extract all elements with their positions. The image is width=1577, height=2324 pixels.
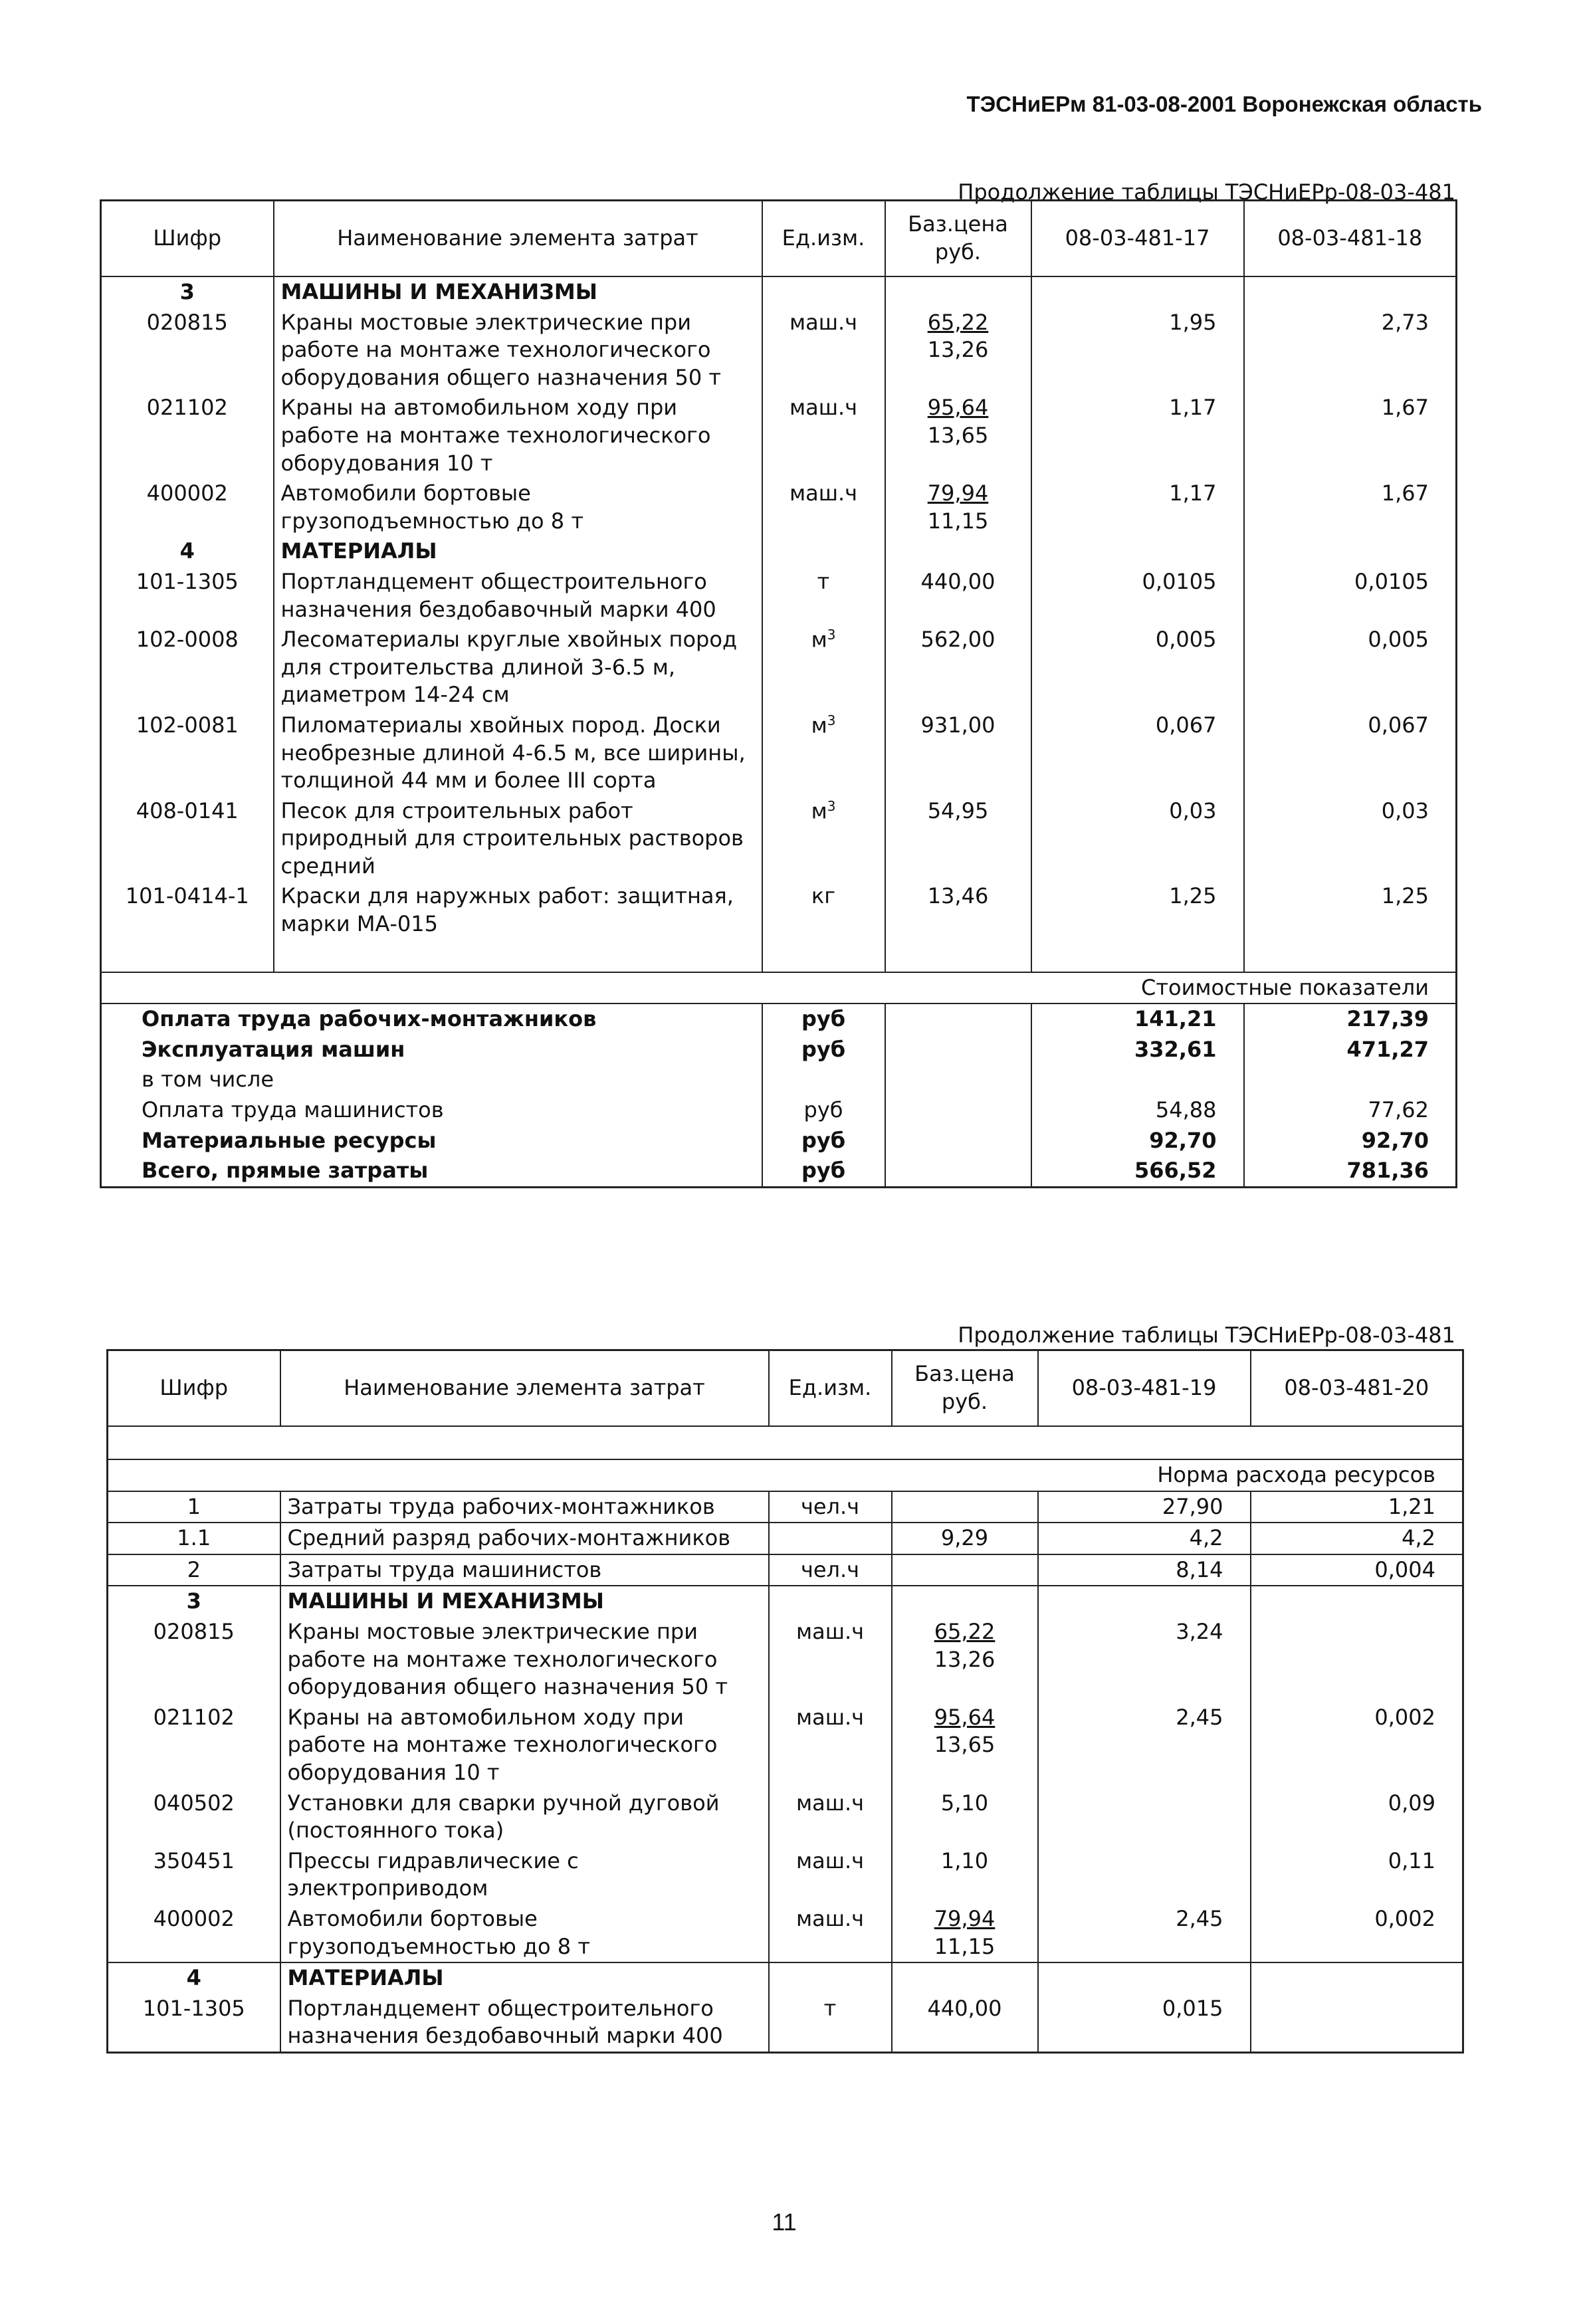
summary-label: Всего, прямые затраты xyxy=(101,1156,762,1187)
cell-norm-1: 27,90 xyxy=(1038,1491,1251,1523)
cell-norm-1: 1,25 xyxy=(1031,881,1244,939)
cell-price xyxy=(892,1703,1038,1788)
price-wage-value: 13,26 xyxy=(934,1646,996,1672)
price-value: 440,00 xyxy=(927,1995,1002,2021)
cell-name: Краны на автомобильном ходу при работе на монтаже технологического оборудования 10 т xyxy=(280,1703,769,1788)
price-wage-value: 11,15 xyxy=(934,1933,996,1959)
cell-price xyxy=(885,536,1031,567)
table-row xyxy=(108,1617,1463,1703)
cell-norm-1: 1,17 xyxy=(1031,393,1244,478)
cell-norm-2: 0,002 xyxy=(1374,1704,1435,1730)
price-value: 95,64 xyxy=(927,395,989,421)
price-value: 931,00 xyxy=(920,712,996,738)
cell-price xyxy=(892,1994,1038,2053)
cell-price xyxy=(892,1846,1038,1904)
cell-name: Лесоматериалы круглые хвойных пород для строительства длиной 3-6.5 м, диаметром 14-24 см xyxy=(274,625,762,710)
summary-value-1: 92,70 xyxy=(1031,1126,1244,1156)
page-number: 11 xyxy=(772,2208,797,2236)
cell-norm-1: 3,24 xyxy=(1038,1617,1251,1703)
cell-unit xyxy=(769,1962,892,1994)
unit-text: м xyxy=(811,798,827,824)
cell-norm-2 xyxy=(1244,276,1457,308)
summary-unit xyxy=(762,1065,885,1095)
cell-unit xyxy=(762,881,885,939)
table2-caption: Продолжение таблицы ТЭСНиЕРр-08-03-481 xyxy=(958,1322,1455,1348)
summary-value-1 xyxy=(1031,1065,1244,1095)
cell-code: 1 xyxy=(108,1491,280,1523)
cell-price xyxy=(885,796,1031,882)
col-header-norm-2: 08-03-481-20 xyxy=(1251,1350,1463,1427)
cell-norm-1: 1,17 xyxy=(1031,478,1244,536)
table-row xyxy=(101,478,1457,536)
spacer-cell xyxy=(762,940,885,972)
cell-name: МАШИНЫ И МЕХАНИЗМЫ xyxy=(280,1586,769,1617)
cell-norm-2 xyxy=(1251,1962,1463,1994)
summary-price-empty xyxy=(885,1065,1031,1095)
cell-norm-1 xyxy=(1038,1586,1251,1617)
cell-norm-2: 1,21 xyxy=(1251,1491,1463,1523)
cell-price xyxy=(892,1788,1038,1846)
table-row xyxy=(101,393,1457,478)
table-row xyxy=(101,796,1457,882)
cell-price xyxy=(885,308,1031,393)
cell-price xyxy=(892,1554,1038,1586)
cell-norm-1: 1,95 xyxy=(1031,308,1244,393)
cell-code: 101-0414-1 xyxy=(125,883,249,909)
table-row xyxy=(101,276,1457,308)
col-header-code: Шифр xyxy=(101,201,274,277)
cell-unit xyxy=(769,1994,892,2053)
cell-norm-2: 0,002 xyxy=(1251,1904,1463,1962)
norm-table-2 xyxy=(106,1349,1464,2054)
cell-unit xyxy=(769,1617,892,1703)
summary-row xyxy=(101,1156,1457,1187)
summary-price-empty xyxy=(885,1126,1031,1156)
col-header-name: Наименование элемента затрат xyxy=(280,1350,769,1427)
cell-name: МАТЕРИАЛЫ xyxy=(280,1962,769,1994)
cell-name: Средний разряд рабочих-монтажников xyxy=(280,1523,769,1554)
cell-code: 102-0008 xyxy=(136,627,239,653)
unit-text: маш.ч xyxy=(789,480,858,506)
table-row xyxy=(108,1703,1463,1788)
cell-code: 020815 xyxy=(146,309,228,335)
cell-norm-1: 0,067 xyxy=(1031,710,1244,796)
cell-unit xyxy=(762,796,885,882)
col-header-norm-2: 08-03-481-18 xyxy=(1244,201,1457,277)
unit-text: маш.ч xyxy=(795,1905,865,1931)
table-row xyxy=(101,710,1457,796)
table-header-row xyxy=(101,201,1457,277)
summary-row xyxy=(101,1126,1457,1156)
spacer-cell xyxy=(1244,940,1457,972)
summary-value-1: 566,52 xyxy=(1031,1156,1244,1187)
cell-unit xyxy=(762,276,885,308)
cell-unit xyxy=(769,1846,892,1904)
cell-unit xyxy=(762,625,885,710)
price-value: 65,22 xyxy=(934,1618,996,1644)
summary-row xyxy=(101,1004,1457,1035)
summary-unit: руб xyxy=(801,1036,846,1062)
table-row xyxy=(108,1962,1463,1994)
cell-code: 400002 xyxy=(108,1904,280,1962)
spacer-cell xyxy=(108,1426,280,1459)
price-wage-value: 13,65 xyxy=(934,1732,996,1758)
cell-unit xyxy=(769,1788,892,1846)
table-row xyxy=(108,1994,1463,2053)
col-header-norm-1: 08-03-481-17 xyxy=(1031,201,1244,277)
summary-price-empty xyxy=(885,1095,1031,1126)
cell-price xyxy=(885,276,1031,308)
price-value: 13,46 xyxy=(927,883,989,909)
spacer-cell xyxy=(1031,940,1244,972)
cell-price xyxy=(885,393,1031,478)
col-header-unit: Ед.изм. xyxy=(762,201,885,277)
col-header-norm-1: 08-03-481-19 xyxy=(1038,1350,1251,1427)
cell-unit xyxy=(762,536,885,567)
price-value: 79,94 xyxy=(934,1905,996,1931)
cell-name: Краны на автомобильном ходу при работе на монтаже технологического оборудования 10 т xyxy=(274,393,762,478)
table-row xyxy=(108,1904,1463,1962)
price-wage-value: 13,26 xyxy=(927,337,989,363)
cell-norm-1 xyxy=(1031,276,1244,308)
table-row xyxy=(108,1586,1463,1617)
summary-label: Материальные ресурсы xyxy=(101,1126,762,1156)
spacer-cell xyxy=(280,1426,1463,1459)
cell-norm-1: 0,015 xyxy=(1038,1994,1251,2053)
unit-text: м xyxy=(811,627,827,653)
cell-unit xyxy=(769,1586,892,1617)
cell-unit xyxy=(769,1523,892,1554)
unit-text: маш.ч xyxy=(789,309,858,335)
cell-unit xyxy=(769,1703,892,1788)
summary-price-empty xyxy=(885,1156,1031,1187)
table-row xyxy=(101,567,1457,625)
price-value: 9,29 xyxy=(940,1525,989,1551)
price-value: 95,64 xyxy=(934,1704,996,1730)
cell-price xyxy=(892,1491,1038,1523)
table-row xyxy=(108,1491,1463,1523)
cell-norm-2: 0,0105 xyxy=(1354,568,1429,594)
price-value: 1,10 xyxy=(940,1848,989,1873)
norm-table-1 xyxy=(100,199,1457,1188)
summary-value-1: 141,21 xyxy=(1031,1004,1244,1035)
cell-name: Портландцемент общестроительного назначения бездобавочный марки 400 xyxy=(274,567,762,625)
summary-price-empty xyxy=(885,1004,1031,1035)
cell-price xyxy=(885,710,1031,796)
cell-price xyxy=(892,1617,1038,1703)
price-value: 5,10 xyxy=(940,1790,989,1816)
summary-value-2: 217,39 xyxy=(1346,1006,1429,1032)
cell-name: Краски для наружных работ: защитная, марки МА-015 xyxy=(274,881,762,939)
col-header-code: Шифр xyxy=(108,1350,280,1427)
unit-text: м xyxy=(811,712,827,738)
cell-code: 101-1305 xyxy=(136,568,239,594)
cell-unit xyxy=(769,1554,892,1586)
cell-code: 350451 xyxy=(153,1848,235,1873)
table2-body xyxy=(108,1426,1463,2052)
unit-superscript: 3 xyxy=(827,797,836,814)
cell-unit xyxy=(762,478,885,536)
col-header-name: Наименование элемента затрат xyxy=(274,201,762,277)
unit-text: чел.ч xyxy=(800,1556,860,1582)
cell-norm-2 xyxy=(1244,536,1457,567)
table1-summary xyxy=(101,940,1457,1188)
cell-unit xyxy=(769,1491,892,1523)
summary-row xyxy=(101,1035,1457,1065)
cell-norm-1: 0,03 xyxy=(1031,796,1244,882)
band-label: Стоимостные показатели xyxy=(101,972,1457,1004)
band-row xyxy=(101,972,1457,1004)
col-header-unit: Ед.изм. xyxy=(769,1350,892,1427)
spacer-row xyxy=(101,940,1457,972)
cell-code: 1.1 xyxy=(108,1523,280,1554)
cell-norm-2: 1,67 xyxy=(1381,480,1429,506)
cell-norm-2: 0,03 xyxy=(1381,797,1429,823)
cell-name: Автомобили бортовые грузоподъемностью до 8 т xyxy=(280,1904,769,1962)
cell-name: Портландцемент общестроительного назначения бездобавочный марки 400 xyxy=(280,1994,769,2053)
cell-norm-1 xyxy=(1038,1962,1251,1994)
cell-norm-2 xyxy=(1251,1586,1463,1617)
cell-price xyxy=(892,1523,1038,1554)
cell-name: МАТЕРИАЛЫ xyxy=(274,536,762,567)
table-row xyxy=(108,1846,1463,1904)
cell-norm-2: 4,2 xyxy=(1251,1523,1463,1554)
cell-code: 3 xyxy=(186,1588,201,1614)
cell-code: 408-0141 xyxy=(136,797,239,823)
summary-unit: руб xyxy=(801,1006,846,1032)
cell-unit xyxy=(762,567,885,625)
col-header-price: Баз.цена руб. xyxy=(892,1350,1038,1427)
cell-name: Затраты труда рабочих-монтажников xyxy=(280,1491,769,1523)
spacer-row xyxy=(108,1426,1463,1459)
summary-label: Эксплуатация машин xyxy=(101,1035,762,1065)
unit-text: маш.ч xyxy=(795,1618,865,1644)
summary-price-empty xyxy=(885,1035,1031,1065)
cell-norm-1: 0,005 xyxy=(1031,625,1244,710)
summary-value-2: 92,70 xyxy=(1361,1127,1429,1153)
cell-code: 021102 xyxy=(153,1704,235,1730)
summary-label: в том числе xyxy=(101,1065,762,1095)
cell-code: 021102 xyxy=(146,395,228,421)
unit-text: маш.ч xyxy=(795,1704,865,1730)
unit-superscript: 3 xyxy=(827,712,836,728)
cell-norm-2: 0,067 xyxy=(1368,712,1429,738)
cell-norm-1: 8,14 xyxy=(1038,1554,1251,1586)
cell-price xyxy=(885,881,1031,939)
col-header-price: Баз.цена руб. xyxy=(885,201,1031,277)
cell-price xyxy=(892,1586,1038,1617)
table-row xyxy=(108,1554,1463,1586)
band-label: Норма расхода ресурсов xyxy=(108,1459,1463,1491)
summary-value-1: 332,61 xyxy=(1031,1035,1244,1065)
table-row xyxy=(108,1788,1463,1846)
band-row xyxy=(108,1459,1463,1491)
cell-name: Пиломатериалы хвойных пород. Доски необрезные длиной 4-6.5 м, все ширины, толщиной 44 мм и более III сорта xyxy=(274,710,762,796)
cell-name: Затраты труда машинистов xyxy=(280,1554,769,1586)
cell-price xyxy=(885,478,1031,536)
summary-unit: руб xyxy=(801,1158,846,1184)
table1-body xyxy=(101,276,1457,940)
table-row xyxy=(101,881,1457,939)
summary-unit: руб xyxy=(803,1097,843,1123)
summary-value-2: 471,27 xyxy=(1346,1036,1429,1062)
price-value: 562,00 xyxy=(920,627,996,653)
cell-norm-2: 2,73 xyxy=(1381,309,1429,335)
cell-norm-2: 0,11 xyxy=(1388,1848,1435,1873)
price-value: 65,22 xyxy=(927,309,989,335)
unit-text: маш.ч xyxy=(795,1790,865,1816)
cell-name: Краны мостовые электрические при работе на монтаже технологического оборудования общего назначения 50 т xyxy=(280,1617,769,1703)
table-row xyxy=(108,1523,1463,1554)
cell-price xyxy=(892,1962,1038,1994)
cell-code: 102-0081 xyxy=(136,712,239,738)
cell-norm-1 xyxy=(1031,536,1244,567)
cell-norm-2: 1,67 xyxy=(1381,395,1429,421)
price-value: 79,94 xyxy=(927,480,989,506)
cell-name: Песок для строительных работ природный для строительных растворов средний xyxy=(274,796,762,882)
cell-price xyxy=(885,567,1031,625)
unit-text: кг xyxy=(811,883,836,909)
cell-code: 3 xyxy=(179,279,195,304)
table1-caption: Продолжение таблицы ТЭСНиЕРр-08-03-481 xyxy=(958,179,1455,205)
price-value: 440,00 xyxy=(920,568,996,594)
table-row xyxy=(101,308,1457,393)
table-row xyxy=(101,536,1457,567)
summary-label: Оплата труда рабочих-монтажников xyxy=(101,1004,762,1035)
cell-price xyxy=(885,625,1031,710)
cell-price xyxy=(892,1904,1038,1962)
summary-row xyxy=(101,1095,1457,1126)
unit-text: т xyxy=(823,1995,837,2021)
cell-norm-2: 0,09 xyxy=(1388,1790,1435,1816)
cell-code: 4 xyxy=(186,1965,201,1991)
cell-norm-1: 2,45 xyxy=(1038,1703,1251,1788)
cell-code: 4 xyxy=(179,538,195,564)
cell-code: 400002 xyxy=(146,480,228,506)
spacer-cell xyxy=(885,940,1031,972)
summary-value-2: 781,36 xyxy=(1346,1158,1429,1184)
table-header-row xyxy=(108,1350,1463,1427)
cell-unit xyxy=(762,710,885,796)
cell-name: Установки для сварки ручной дуговой (постоянного тока) xyxy=(280,1788,769,1846)
unit-text: маш.ч xyxy=(789,395,858,421)
cell-norm-2: 0,005 xyxy=(1368,627,1429,653)
summary-unit: руб xyxy=(801,1127,846,1153)
document-header: ТЭСНиЕРм 81-03-08-2001 Воронежская область xyxy=(966,92,1482,116)
cell-norm-1: 4,2 xyxy=(1038,1523,1251,1554)
cell-name: Автомобили бортовые грузоподъемностью до 8 т xyxy=(274,478,762,536)
price-value: 54,95 xyxy=(927,797,989,823)
unit-text: чел.ч xyxy=(800,1493,860,1519)
cell-name: Прессы гидравлические с электроприводом xyxy=(280,1846,769,1904)
unit-superscript: 3 xyxy=(827,627,836,643)
spacer-cell xyxy=(101,940,274,972)
cell-name: МАШИНЫ И МЕХАНИЗМЫ xyxy=(274,276,762,308)
summary-value-2 xyxy=(1244,1065,1457,1095)
unit-text: маш.ч xyxy=(795,1848,865,1873)
cell-norm-1: 0,0105 xyxy=(1031,567,1244,625)
cell-unit xyxy=(762,308,885,393)
cell-norm-2: 1,25 xyxy=(1381,883,1429,909)
summary-row xyxy=(101,1065,1457,1095)
cell-unit xyxy=(769,1904,892,1962)
cell-norm-1 xyxy=(1038,1788,1251,1846)
cell-norm-1: 2,45 xyxy=(1038,1904,1251,1962)
price-wage-value: 11,15 xyxy=(927,508,989,534)
cell-norm-2: 0,004 xyxy=(1251,1554,1463,1586)
summary-value-2: 77,62 xyxy=(1368,1097,1429,1123)
unit-text: т xyxy=(817,568,830,594)
cell-norm-2 xyxy=(1251,1617,1463,1703)
cell-norm-1 xyxy=(1038,1846,1251,1904)
cell-code: 101-1305 xyxy=(142,1995,245,2021)
price-wage-value: 13,65 xyxy=(927,422,989,448)
cell-code: 020815 xyxy=(153,1618,235,1644)
summary-value-1: 54,88 xyxy=(1031,1095,1244,1126)
cell-unit xyxy=(762,393,885,478)
cell-name: Краны мостовые электрические при работе на монтаже технологического оборудования общего назначения 50 т xyxy=(274,308,762,393)
cell-code: 040502 xyxy=(153,1790,235,1816)
table-row xyxy=(101,625,1457,710)
summary-label: Оплата труда машинистов xyxy=(101,1095,762,1126)
spacer-cell xyxy=(274,940,762,972)
cell-code: 2 xyxy=(108,1554,280,1586)
cell-norm-2 xyxy=(1251,1994,1463,2053)
